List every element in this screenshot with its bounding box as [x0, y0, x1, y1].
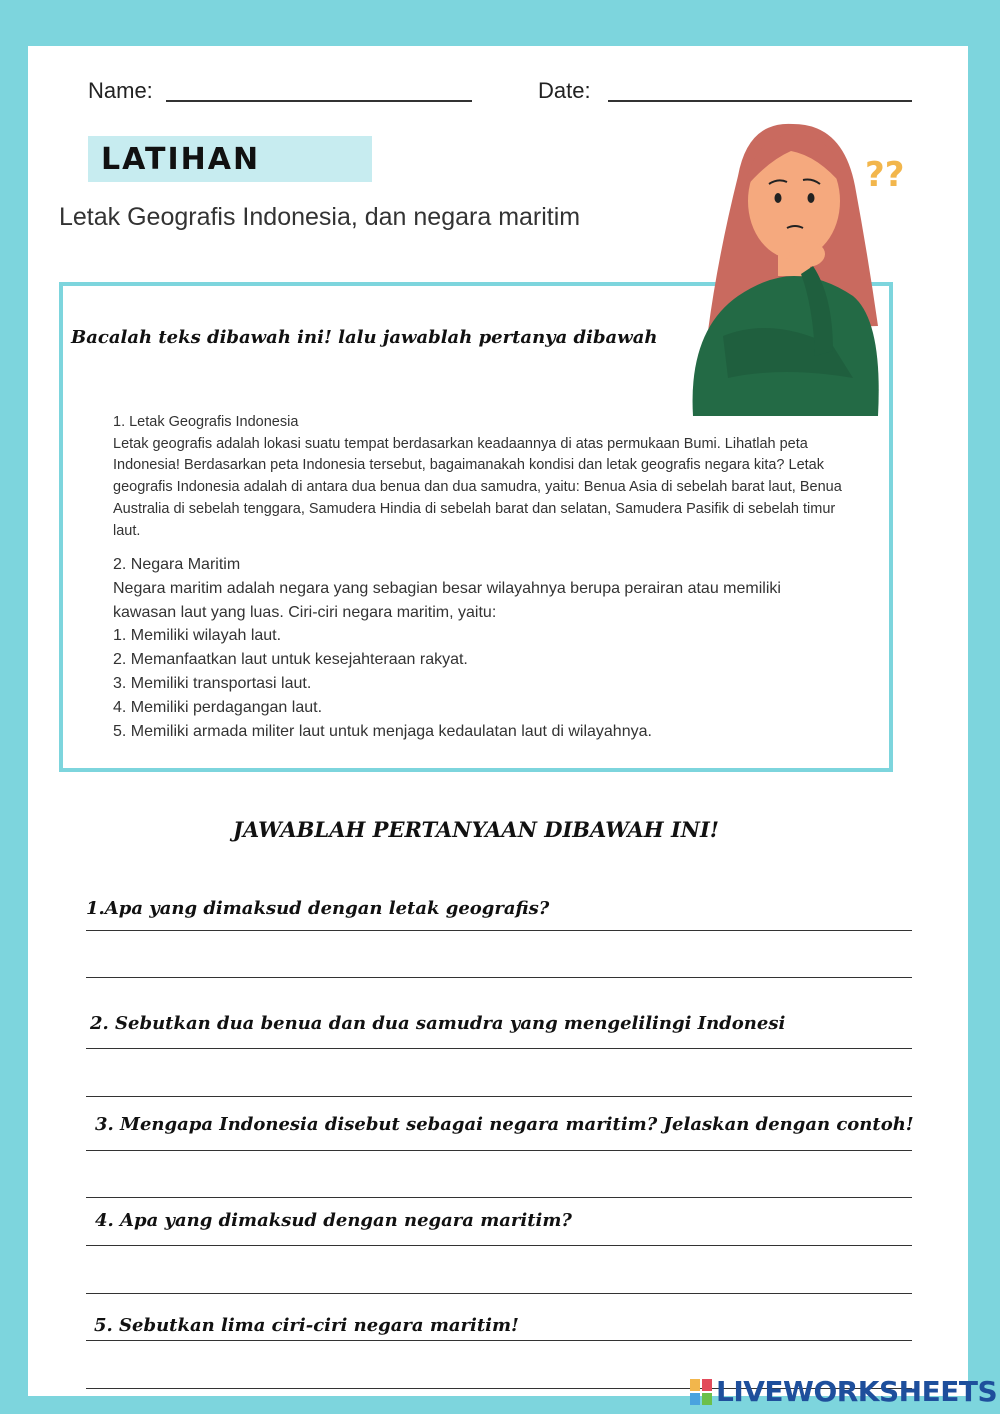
- eye-left: [775, 193, 782, 203]
- questions-heading: JAWABLAH PERTANYAAN DIBAWAH INI!: [232, 817, 720, 842]
- question-5: 5. Sebutkan lima ciri-ciri negara maritim!: [94, 1315, 519, 1336]
- question-mark-icon: ??: [865, 155, 905, 195]
- answer-line-1a[interactable]: [86, 930, 912, 931]
- banner-title: LATIHAN: [101, 142, 261, 177]
- question-1: 1.Apa yang dimaksud dengan letak geografis?: [86, 898, 550, 919]
- section-body: Letak geografis adalah lokasi suatu tempat berdasarkan keadaannya di atas permukaan Bumi. Lihatlah peta Indonesia! Berdasarkan peta Indonesia tersebut, bagaimanakah kondisi dan letak geografis negara kita? Letak geografis Indonesia adalah di antara dua benua dan dua samudra, yaitu: Benua Asia di sebelah barat laut, Benua Australia di sebelah tenggara, Samudera Hindia di sebelah barat dan selatan, Samudera Pasifik di sebelah timur laut.: [113, 435, 842, 539]
- section-title: 2. Negara Maritim: [113, 556, 241, 573]
- logo-blocks-icon: [690, 1379, 712, 1405]
- question-2: 2. Sebutkan dua benua dan dua samudra yang mengelilingi Indonesi: [90, 1013, 786, 1034]
- answer-line-2a[interactable]: [86, 1048, 912, 1049]
- answer-line-2b[interactable]: [86, 1096, 912, 1097]
- liveworksheets-logo[interactable]: [690, 1375, 997, 1408]
- date-field[interactable]: [608, 100, 912, 102]
- name-field[interactable]: [166, 100, 472, 102]
- thinking-woman-illustration: [683, 116, 923, 416]
- list-item: 2. Memanfaatkan laut untuk kesejahteraan rakyat.: [113, 651, 468, 669]
- answer-line-5a[interactable]: [86, 1340, 912, 1341]
- list-item: 3. Memiliki transportasi laut.: [113, 674, 312, 692]
- name-label: Name:: [88, 78, 153, 103]
- section-title: 1. Letak Geografis Indonesia: [113, 414, 299, 430]
- section-body: Negara maritim adalah negara yang sebagian besar wilayahnya berupa perairan atau memiliki kawasan laut yang luas. Ciri-ciri negara maritim, yaitu:: [113, 579, 781, 621]
- date-label: Date:: [538, 78, 591, 103]
- reading-instruction: Bacalah teks dibawah ini! lalu jawablah pertanya dibawah: [71, 327, 658, 348]
- answer-line-4a[interactable]: [86, 1245, 912, 1246]
- eye-right: [808, 193, 815, 203]
- list-item: 1. Memiliki wilayah laut.: [113, 627, 282, 645]
- answer-line-1b[interactable]: [86, 977, 912, 978]
- question-4: 4. Apa yang dimaksud dengan negara maritim?: [95, 1210, 572, 1231]
- answer-line-4b[interactable]: [86, 1293, 912, 1294]
- brand-name: LIVEWORKSHEETS: [716, 1375, 998, 1408]
- answer-line-3b[interactable]: [86, 1197, 912, 1198]
- hand-shape: [789, 241, 825, 267]
- page-subtitle: Letak Geografis Indonesia, dan negara maritim: [59, 203, 581, 231]
- section-maritim: [113, 553, 833, 743]
- worksheet-page: [28, 46, 968, 1396]
- list-item: 4. Memiliki perdagangan laut.: [113, 698, 323, 716]
- answer-line-3a[interactable]: [86, 1150, 912, 1151]
- question-3: 3. Mengapa Indonesia disebut sebagai negara maritim? Jelaskan dengan contoh!: [95, 1114, 914, 1135]
- list-item: 5. Memiliki armada militer laut untuk menjaga kedaulatan laut di wilayahnya.: [113, 722, 652, 740]
- section-geografis: [113, 412, 853, 542]
